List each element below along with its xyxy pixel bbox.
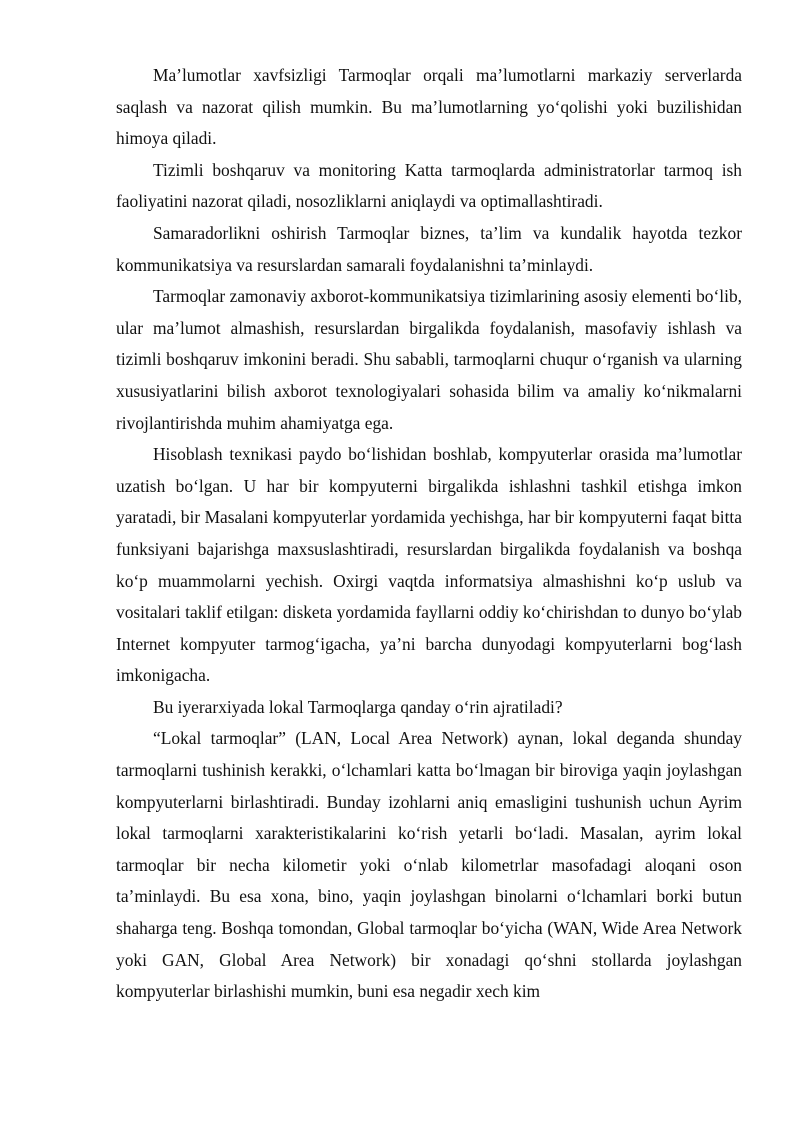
paragraph-question: Bu iyerarxiyada lokal Tarmoqlarga qanday o‘rin ajratiladi? bbox=[153, 696, 563, 717]
paragraph-networks-importance: Tarmoqlar zamonaviy axborot-kommunikatsiya tizimlarining asosiy elementi bo‘lib, ular ma’lumot almashish, resurslardan birgalikda foydalanish, masofaviy ishlash va tizimli boshqaruv imkonini beradi. Shu sababli, tarmoqlarni chuqur o‘rganish va ularning xususiyatlarini bilish axborot texnologiyalari sohasida bilim va amaliy ko‘nikmalarni rivojlantirishda muhim ahamiyatga ega. bbox=[116, 286, 742, 433]
paragraph-efficiency: Samaradorlikni oshirish Tarmoqlar biznes, ta’lim va kundalik hayotda tezkor kommunikatsiya va resurslardan samarali foydalanishni ta’minlaydi. bbox=[116, 222, 742, 275]
document-body bbox=[116, 60, 742, 1008]
paragraph-system-management: Tizimli boshqaruv va monitoring Katta tarmoqlarda administratorlar tarmoq ish faoliyatini nazorat qiladi, nosozliklarni aniqlaydi va optimallashtiradi. bbox=[116, 159, 742, 212]
paragraph-data-security: Ma’lumotlar xavfsizligi Tarmoqlar orqali ma’lumotlarni markaziy serverlarda saqlash va nazorat qilish mumkin. Bu ma’lumotlarning yo‘qolishi yoki buzilishidan himoya qiladi. bbox=[116, 65, 742, 149]
paragraph-history: Hisoblash texnikasi paydo bo‘lishidan boshlab, kompyuterlar orasida ma’lumotlar uzatish bo‘lgan. U har bir kompyuterni birgalikda ishlashni tashkil etishga imkon yaratadi, bir Masalani kompyuterlar yordamida yechishga, har bir kompyuterni faqat bitta funksiyani bajarishga maxsuslashtiradi, resurslardan birgalikda foydalanish va boshqa ko‘p muammolarni yechish. Oxirgi vaqtda informatsiya almashishni ko‘p uslub va vositalari taklif etilgan: disketa yordamida fayllarni oddiy ko‘chirishdan to dunyo bo‘ylab Internet kompyuter tarmog‘igacha, ya’ni barcha dunyodagi kompyuterlarni bog‘lash imkonigacha. bbox=[116, 444, 742, 686]
paragraph-local-networks: “Lokal tarmoqlar” (LAN, Local Area Network) aynan, lokal deganda shunday tarmoqlarni tushinish kerakki, o‘lchamlari katta bo‘lmagan bir biroviga yaqin joylashgan kompyuterlarni birlashtiradi. Bunday izohlarni aniq emasligini tushunish uchun Ayrim lokal tarmoqlarni xarakteristikalarini ko‘rish yetarli bo‘ladi. Masalan, ayrim lokal tarmoqlar bir necha kilometir yoki o‘nlab kilometrlar masofadagi aloqani oson ta’minlaydi. Bu esa xona, bino, yaqin joylashgan binolarni o‘lchamlari borki butun shaharga teng. Boshqa tomondan, Global tarmoqlar bo‘yicha (WAN, Wide Area Network yoki GAN, Global Area Network) bir xonadagi qo‘shni stollarda joylashgan kompyuterlar birlashishi mumkin, buni esa negadir xech kim bbox=[116, 728, 742, 1002]
